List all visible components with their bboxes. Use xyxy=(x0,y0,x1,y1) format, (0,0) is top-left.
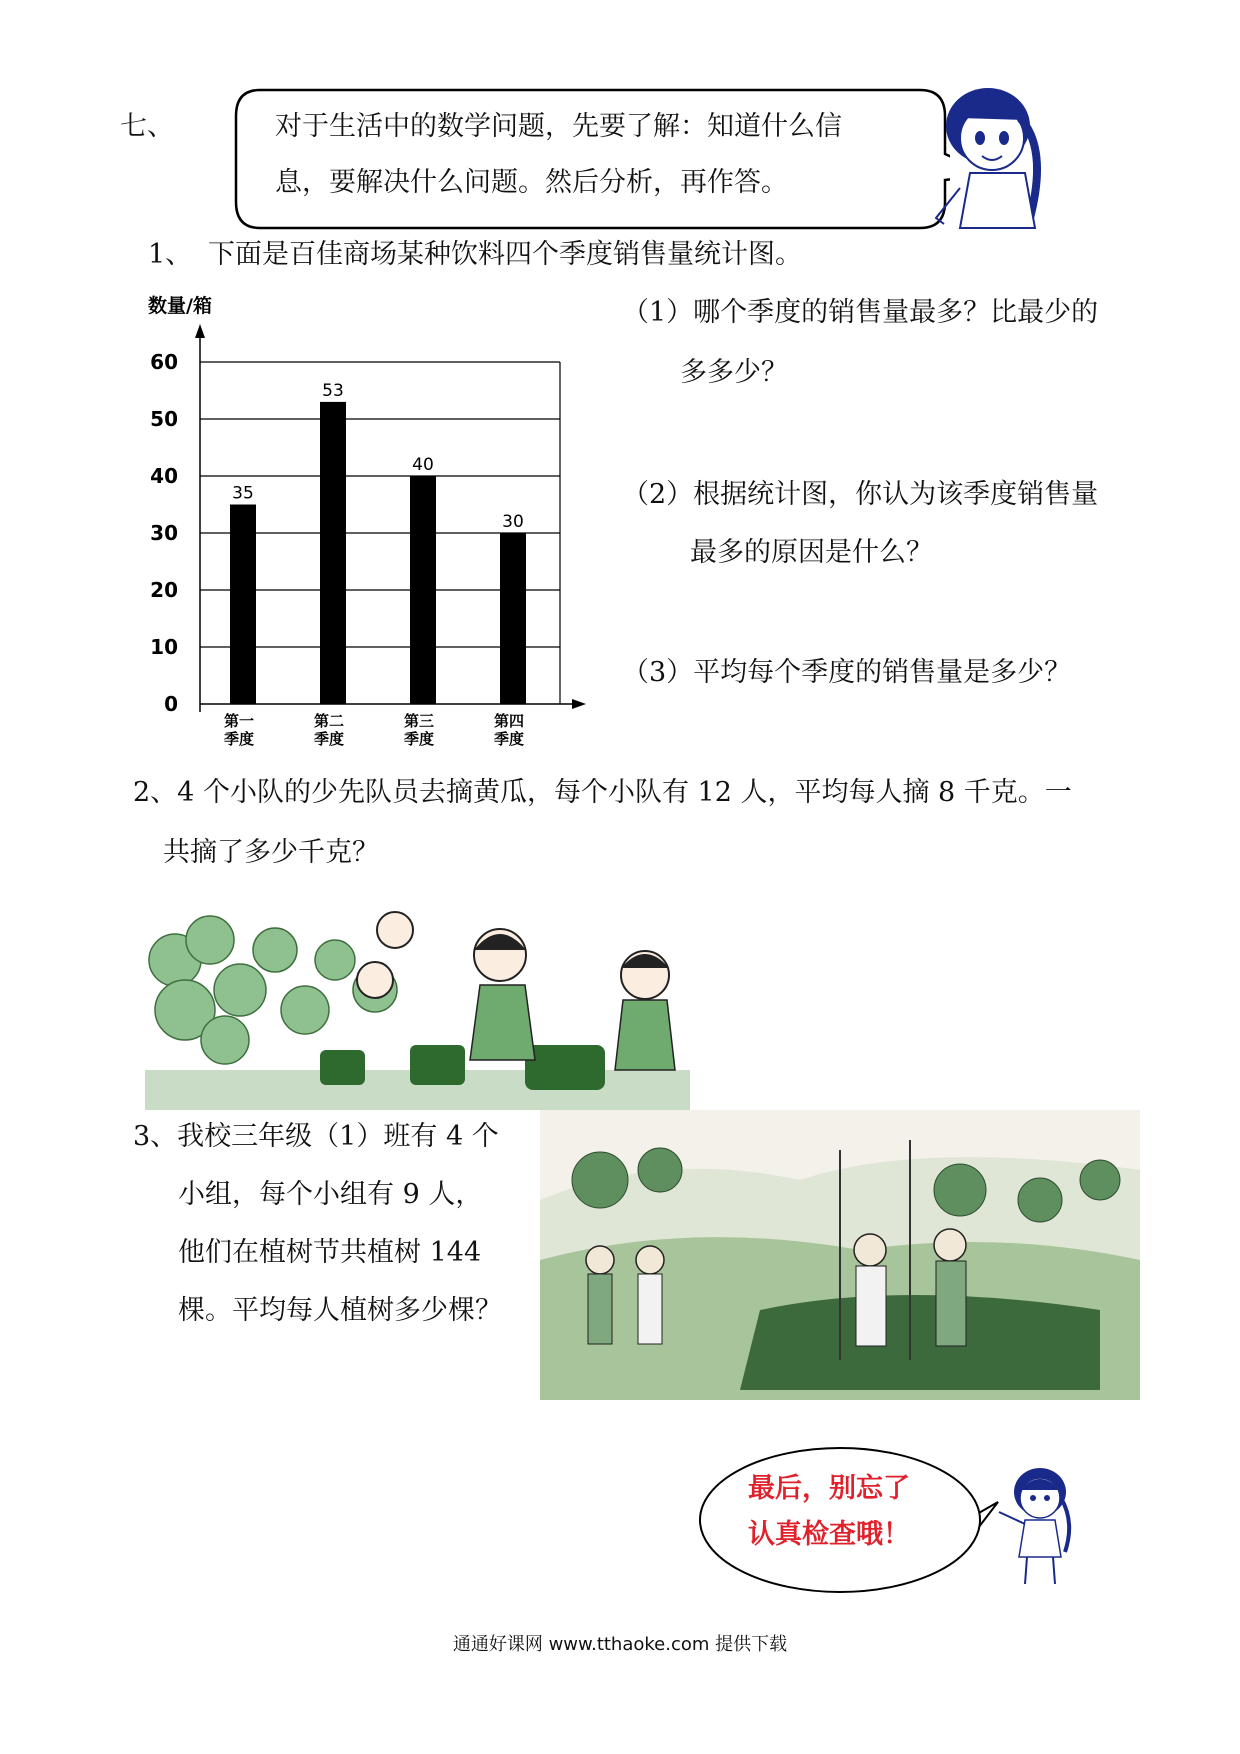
x-tick-label: 第四 xyxy=(493,712,525,730)
q1-sub1-line1: （1）哪个季度的销售量最多？比最少的 xyxy=(622,297,1099,328)
tip-speech-bubble xyxy=(230,84,950,234)
cucumber-picking-illustration xyxy=(145,900,690,1110)
x-tick-label: 季度 xyxy=(313,730,345,748)
bar-data-label: 40 xyxy=(412,455,434,475)
y-axis-arrow xyxy=(195,324,205,338)
q1-sub2-line2: 最多的原因是什么？ xyxy=(690,537,933,568)
sales-bar-chart xyxy=(140,290,600,760)
y-tick-label: 0 xyxy=(164,692,178,716)
x-axis-arrow xyxy=(572,699,586,709)
section-number: 七、 xyxy=(120,111,174,142)
q3-line3: 他们在植树节共植树 144 xyxy=(178,1237,482,1268)
tree-planting-illustration xyxy=(540,1110,1140,1400)
bar-data-label: 35 xyxy=(232,483,254,504)
bar xyxy=(410,476,436,704)
bar xyxy=(320,402,346,704)
reminder-line-1: 最后，别忘了 xyxy=(748,1473,910,1504)
small-girl-illustration xyxy=(995,1462,1085,1592)
bar xyxy=(230,505,256,705)
q1-sub2-line1: （2）根据统计图，你认为该季度销售量 xyxy=(622,479,1099,510)
q3-line2: 小组，每个小组有 9 人， xyxy=(178,1179,483,1210)
x-tick-label: 季度 xyxy=(493,730,525,748)
q2-line2: 共摘了多少千克？ xyxy=(163,837,379,868)
y-tick-label: 20 xyxy=(150,578,178,602)
q2-line1: 2、4 个小队的少先队员去摘黄瓜，每个小队有 12 人，平均每人摘 8 千克。一 xyxy=(133,777,1072,808)
tip-line-1: 对于生活中的数学问题，先要了解：知道什么信 xyxy=(275,111,842,142)
q1-sub3: （3）平均每个季度的销售量是多少？ xyxy=(622,657,1072,688)
y-axis-label: 数量/箱 xyxy=(148,295,212,317)
girl-illustration xyxy=(930,78,1060,248)
q1-label: 1、 xyxy=(148,239,193,270)
y-tick-label: 30 xyxy=(150,521,178,545)
x-tick-label: 第三 xyxy=(403,712,435,730)
bar-data-label: 53 xyxy=(322,380,344,401)
reminder-line-2: 认真检查哦！ xyxy=(748,1519,910,1550)
y-tick-label: 50 xyxy=(150,407,178,431)
x-tick-label: 第一 xyxy=(223,712,255,730)
x-tick-label: 第二 xyxy=(313,712,345,730)
y-tick-label: 60 xyxy=(150,350,178,374)
q3-line1: 3、我校三年级（1）班有 4 个 xyxy=(133,1121,499,1152)
tip-line-2: 息，要解决什么问题。然后分析，再作答。 xyxy=(275,167,788,198)
bar-data-label: 30 xyxy=(502,512,524,532)
x-tick-label: 季度 xyxy=(403,730,435,748)
footer-text: 通通好课网 www.tthaoke.com 提供下载 xyxy=(452,1634,788,1655)
x-tick-label: 季度 xyxy=(223,730,255,748)
bar xyxy=(500,533,526,704)
q1-title: 下面是百佳商场某种饮料四个季度销售量统计图。 xyxy=(208,239,802,270)
y-tick-label: 10 xyxy=(150,635,178,659)
y-tick-label: 40 xyxy=(150,464,178,488)
q1-sub1-line2: 多多少？ xyxy=(680,357,788,388)
q3-line4: 棵。平均每人植树多少棵？ xyxy=(178,1295,502,1326)
